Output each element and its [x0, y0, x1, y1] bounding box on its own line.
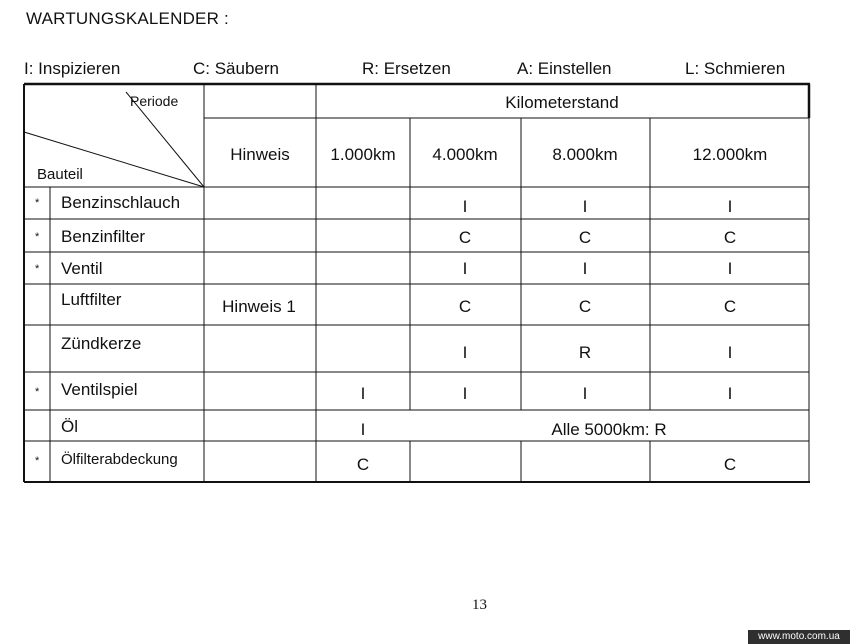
- row-value: C: [458, 228, 472, 247]
- hint-column-header: Hinweis: [230, 145, 290, 164]
- km-column-header-8000: 8.000km: [552, 145, 618, 164]
- website-watermark: www.moto.com.ua: [748, 630, 850, 644]
- legend-inspect: I: Inspizieren: [24, 59, 121, 78]
- corner-part-label: Bauteil: [37, 166, 83, 183]
- legend-replace: R: Ersetzen: [362, 59, 451, 78]
- legend-adjust: A: Einstellen: [517, 59, 612, 78]
- row-value: I: [727, 197, 733, 216]
- km-column-header-12000: 12.000km: [692, 145, 768, 164]
- row-value: C: [458, 297, 472, 316]
- row-part: Ölfilterabdeckung: [61, 451, 178, 468]
- row-mark: *: [35, 386, 40, 398]
- row-hint: Hinweis 1: [222, 297, 296, 316]
- row-value: I: [462, 343, 468, 362]
- row-mark: *: [35, 455, 40, 467]
- row-part: Zündkerze: [61, 334, 142, 353]
- kilometer-header: Kilometerstand: [505, 93, 619, 112]
- row-value: C: [578, 228, 592, 247]
- row-value: C: [723, 455, 737, 474]
- row-value: I: [727, 343, 733, 362]
- row-part: Öl: [61, 417, 78, 436]
- row-value: I: [360, 384, 366, 403]
- row-value: I: [462, 259, 468, 278]
- row-value: C: [578, 297, 592, 316]
- row-value: I: [727, 384, 733, 403]
- oil-interval-note: Alle 5000km: R: [551, 420, 667, 439]
- row-part: Ventilspiel: [61, 380, 138, 399]
- row-part: Benzinfilter: [61, 227, 146, 246]
- corner-period-label: Periode: [130, 93, 179, 109]
- row-value: I: [582, 384, 588, 403]
- row-mark: *: [35, 263, 40, 275]
- km-column-header-4000: 4.000km: [432, 145, 498, 164]
- row-value: C: [723, 228, 737, 247]
- row-value: C: [723, 297, 737, 316]
- legend-lubricate: L: Schmieren: [685, 59, 786, 78]
- row-value: R: [578, 343, 592, 362]
- row-part: Benzinschlauch: [61, 193, 181, 212]
- legend-clean: C: Säubern: [193, 59, 279, 78]
- row-part: Luftfilter: [61, 290, 122, 309]
- row-value: I: [462, 384, 468, 403]
- row-value: C: [356, 455, 370, 474]
- page-title: WARTUNGSKALENDER :: [26, 9, 229, 28]
- row-value: I: [462, 197, 468, 216]
- km-column-header-1000: 1.000km: [330, 145, 396, 164]
- page-number: 13: [472, 597, 487, 613]
- row-value: I: [727, 259, 733, 278]
- row-mark: *: [35, 231, 40, 243]
- row-mark: *: [35, 197, 40, 209]
- row-value: I: [582, 197, 588, 216]
- row-part: Ventil: [61, 259, 103, 278]
- row-value: I: [582, 259, 588, 278]
- row-value: I: [360, 420, 366, 439]
